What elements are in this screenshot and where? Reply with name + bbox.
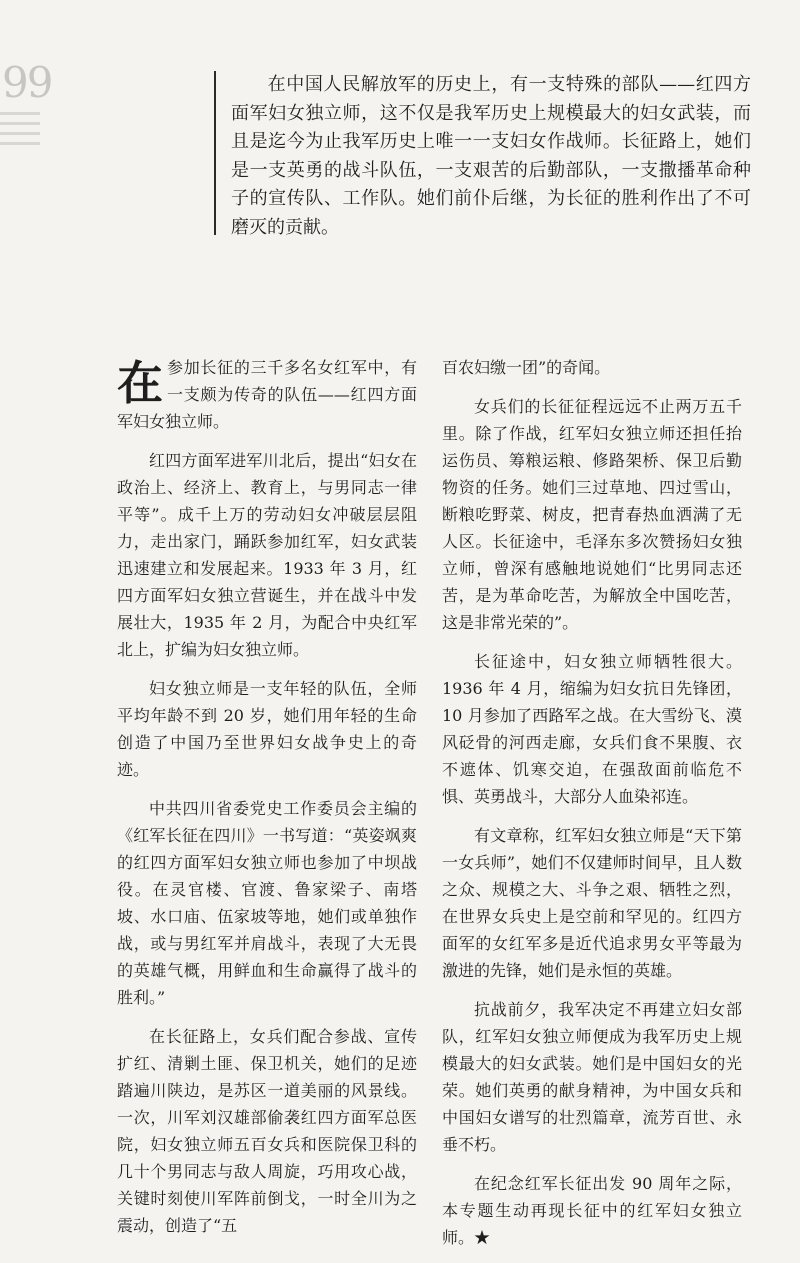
intro-box bbox=[214, 71, 758, 238]
drop-cap: 在 bbox=[117, 356, 163, 410]
paragraph: 长征途中，妇女独立师牺牲很大。1936 年 4 月，缩编为妇女抗日先锋团，10 月参加了西路军之战。在大雪纷飞、漠风砭骨的河西走廊，女兵们食不果腹、衣不遮体、饥寒交迫，在强敌面前临危不惧、英勇战斗，大部分人血染祁连。 bbox=[442, 652, 742, 806]
paragraph: 妇女独立师是一支年轻的队伍，全师平均年龄不到 20 岁，她们用年轻的生命创造了中国乃至世界妇女战争史上的奇迹。 bbox=[117, 679, 417, 779]
paragraph: 百农妇缴一团”的奇闻。 bbox=[442, 358, 611, 377]
paragraph: 红四方面军进军川北后，提出“妇女在政治上、经济上、教育上，与男同志一律平等”。成千上万的劳动妇女冲破层层阻力，走出家门，踊跃参加红军，妇女武装迅速建立和发展起来。1933 年 3 月，红四方面军妇女独立营诞生，并在战斗中发展壮大，1935 年 2 月，为配合中央红军北上，扩编为妇女独立师。 bbox=[117, 451, 417, 659]
paragraph: 有文章称，红军妇女独立师是“天下第一女兵师”，她们不仅建师时间早，且人数之众、规模之大、斗争之艰、牺牲之烈，在世界女兵史上是空前和罕见的。红四方面军的女红军多是近代追求男女平等最为激进的先锋，她们是永恒的英雄。 bbox=[442, 826, 742, 980]
right-column bbox=[442, 354, 742, 1263]
bleed-through-text bbox=[0, 112, 40, 152]
paragraph: 在长征路上，女兵们配合参战、宣传扩红、清剿土匪、保卫机关，她们的足迹踏遍川陕边，是苏区一道美丽的风景线。一次，川军刘汉雄部偷袭红四方面军总医院，妇女独立师五百女兵和医院保卫科的几十个男同志与敌人周旋，巧用攻心战，关键时刻使川军阵前倒戈，一时全川为之震动，创造了“五 bbox=[117, 1027, 417, 1235]
paragraph: 女兵们的长征征程远远不止两万五千里。除了作战，红军妇女独立师还担任抬运伤员、筹粮运粮、修路架桥、保卫后勤物资的任务。她们三过草地、四过雪山，断粮吃野菜、树皮，把青春热血洒满了无人区。长征途中，毛泽东多次赞扬妇女独立师，曾深有感触地说她们“比男同志还苦，是为革命吃苦，为解放全中国吃苦，这是非常光荣的”。 bbox=[442, 397, 742, 632]
paragraph: 在纪念红军长征出发 90 周年之际，本专题生动再现长征中的红军妇女独立师。★ bbox=[442, 1174, 742, 1247]
paragraph bbox=[117, 354, 417, 435]
paragraph: 中共四川省委党史工作委员会主编的《红军长征在四川》一书写道：“英姿飒爽的红四方面军妇女独立师也参加了中坝战役。在灵官楼、官渡、鲁家梁子、南塔坡、水口庙、伍家坡等地，她们或单独作战，或与男红军并肩战斗，表现了大无畏的英雄气概，用鲜血和生命赢得了战斗的胜利。” bbox=[117, 799, 417, 1007]
left-column bbox=[117, 354, 417, 1251]
paragraph: 抗战前夕，我军决定不再建立妇女部队，红军妇女独立师便成为我军历史上规模最大的妇女武装。她们是中国妇女的光荣。她们英勇的献身精神，为中国女兵和中国妇女谱写的壮烈篇章，流芳百世、永垂不朽。 bbox=[442, 1000, 742, 1154]
bleed-through-page-number: 99 bbox=[2, 58, 52, 107]
paragraph-text: 参加长征的三千多名女红军中，有一支颇为传奇的队伍——红四方面军妇女独立师。 bbox=[117, 358, 417, 431]
intro-paragraph: 在中国人民解放军的历史上，有一支特殊的部队——红四方面军妇女独立师，这不仅是我军历史上规模最大的妇女武装，而且是迄今为止我军历史上唯一一支妇女作战师。长征路上，她们是一支英勇的战斗队伍，一支艰苦的后勤部队，一支撒播革命种子的宣传队、工作队。她们前仆后继，为长征的胜利作出了不可磨灭的贡献。 bbox=[231, 74, 751, 238]
